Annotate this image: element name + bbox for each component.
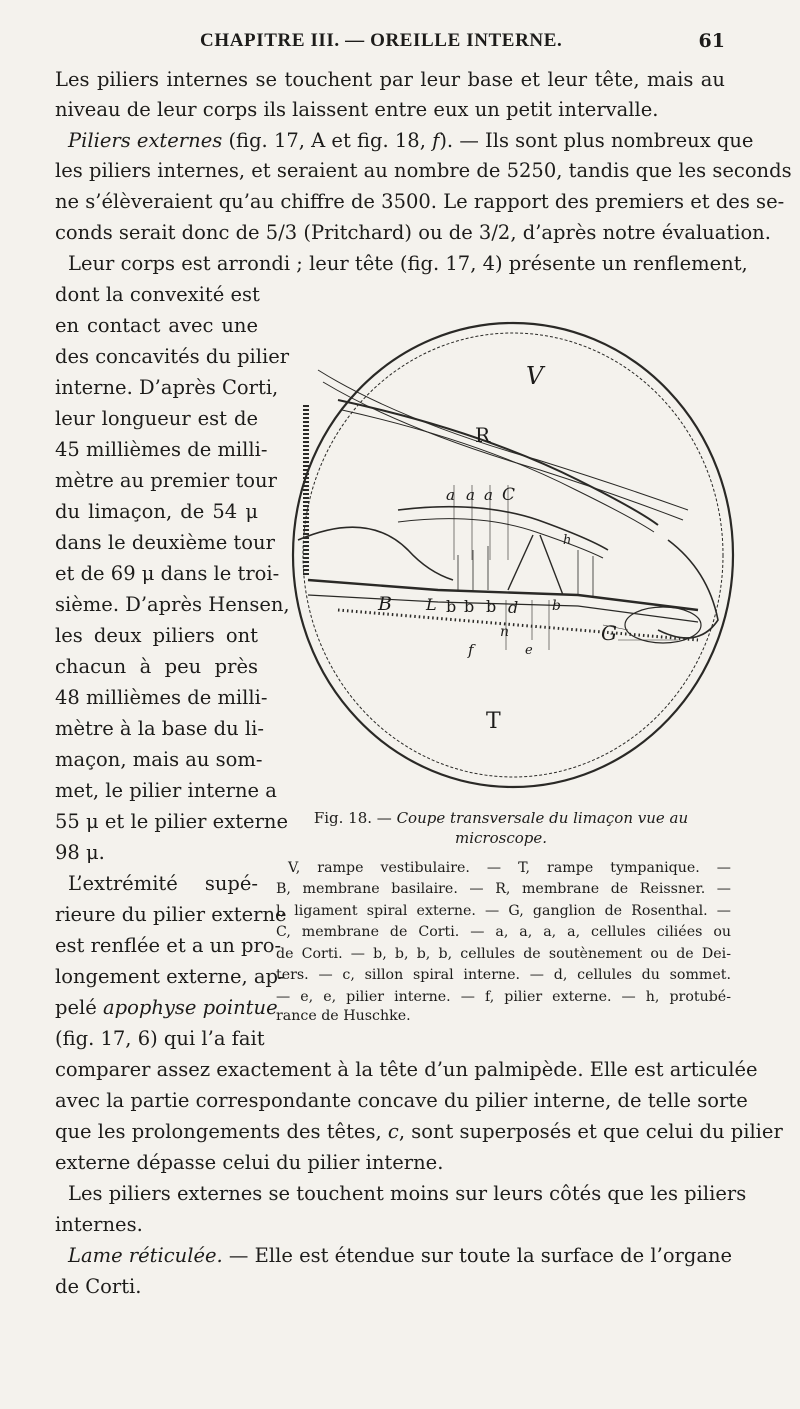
text-line: est renflée et a un pro- xyxy=(55,934,282,957)
label-d: d xyxy=(508,598,519,617)
text-line xyxy=(55,994,278,1022)
label-h: h xyxy=(563,533,572,548)
text-line: conds serait donc de 5/3 (Pritchard) ou de 3/2, d’après notre évaluation. xyxy=(55,221,771,244)
legend-line: de Corti. — b, b, b, b, cellules de soutènement ou de Dei- xyxy=(276,946,731,962)
text-fragment: , sont superposés et que celui du pilier xyxy=(398,1120,783,1143)
section-lead: Piliers externes xyxy=(68,129,223,152)
text-line: Les piliers internes se touchent par leur base et leur tête, mais au xyxy=(55,68,725,91)
text-line: les deux piliers ont xyxy=(55,624,258,647)
label-T: T xyxy=(486,709,501,734)
ganglion-rosenthal xyxy=(625,607,701,643)
running-title: CHAPITRE III. — OREILLE INTERNE. xyxy=(200,30,563,51)
text-line: mètre au premier tour xyxy=(55,469,277,492)
text-line: 98 μ. xyxy=(55,841,105,864)
legend-line: l, ligament spiral externe. — G, ganglion de Rosenthal. — xyxy=(276,903,731,919)
label-a: a xyxy=(446,486,455,504)
text-line: dont la convexité est xyxy=(55,283,260,306)
text-fragment: f xyxy=(432,129,440,152)
text-line xyxy=(68,1242,733,1270)
label-b: b xyxy=(464,597,475,616)
text-line: (fig. 17, 6) qui l’a fait xyxy=(55,1027,265,1050)
spiral-sulcus xyxy=(298,527,453,580)
label-a: a xyxy=(484,486,493,504)
text-line: Leur corps est arrondi ; leur tête (fig. 17, 4) présente un renflement, xyxy=(68,252,748,275)
text-line: internes. xyxy=(55,1213,143,1236)
text-line: L’extrémité supé- xyxy=(68,872,258,895)
text-line: en contact avec une xyxy=(55,314,258,337)
text-line: met, le pilier interne a xyxy=(55,779,277,802)
section-lead: Lame réticulée. xyxy=(68,1244,223,1267)
legend-line: rance de Huschke. xyxy=(276,1008,411,1024)
text-line xyxy=(55,1118,783,1146)
cochlea-inner-wall xyxy=(303,333,723,777)
page-header xyxy=(55,30,725,58)
hair-cells xyxy=(458,546,593,598)
reissner-membrane-inner xyxy=(342,410,654,532)
cochlea-engraving xyxy=(278,310,738,790)
text-line: dans le deuxième tour xyxy=(55,531,275,554)
text-line: 45 millièmes de milli- xyxy=(55,438,268,461)
text-fragment: — Elle est étendue sur toute la surface de l’organe xyxy=(222,1244,733,1267)
label-b: b xyxy=(486,597,497,616)
basilar-membrane xyxy=(308,595,698,622)
text-line: et de 69 μ dans le troi- xyxy=(55,562,280,585)
text-fragment: c xyxy=(387,1120,399,1143)
label-R: R xyxy=(475,423,491,447)
label-G: G xyxy=(601,621,617,645)
text-fragment: que les prolongements des têtes, xyxy=(55,1120,388,1143)
page-number: 61 xyxy=(698,30,725,52)
legend-line: ters. — c, sillon spiral interne. — d, cellules du sommet. xyxy=(276,967,731,983)
text-line: niveau de leur corps ils laissent entre eux un petit intervalle. xyxy=(55,98,659,121)
text-line: longement externe, ap- xyxy=(55,965,285,988)
cochlea-figure xyxy=(278,310,738,790)
label-n: n xyxy=(500,624,510,640)
spiral-lamina xyxy=(308,580,698,610)
text-line: les piliers internes, et seraient au nombre de 5250, tandis que les seconds xyxy=(55,159,792,182)
label-b: b xyxy=(446,597,457,616)
text-line: externe dépasse celui du pilier interne. xyxy=(55,1151,444,1174)
text-fragment: apophyse pointue xyxy=(103,996,278,1019)
text-fragment: ). — Ils sont plus nombreux que xyxy=(439,129,754,152)
legend-line: — e, e, pilier interne. — f, pilier externe. — h, protubé- xyxy=(276,989,731,1005)
text-line: des concavités du pilier xyxy=(55,345,290,368)
text-line: de Corti. xyxy=(55,1275,142,1298)
text-line xyxy=(68,127,754,155)
label-l: L xyxy=(426,595,437,614)
text-line: sième. D’après Hensen, xyxy=(55,593,290,616)
label-B: B xyxy=(378,593,392,615)
text-fragment: pelé xyxy=(55,996,103,1019)
label-f: f xyxy=(468,641,474,659)
reissner-membrane xyxy=(338,400,658,525)
text-line: mètre à la base du li- xyxy=(55,717,264,740)
caption-text: Coupe transversale du limaçon vue au xyxy=(396,809,689,827)
label-V: V xyxy=(526,362,544,390)
text-fragment: (fig. 17, A et fig. 18, xyxy=(222,129,433,152)
label-C: C xyxy=(502,485,516,505)
text-line: comparer assez exactement à la tête d’un palmipède. Elle est articulée xyxy=(55,1058,758,1081)
text-line: leur longueur est de xyxy=(55,407,258,430)
figure-caption xyxy=(272,808,730,848)
label-b: b xyxy=(552,598,561,614)
label-a: a xyxy=(466,486,475,504)
text-line: chacun à peu près xyxy=(55,655,258,678)
text-line: interne. D’après Corti, xyxy=(55,376,279,399)
text-line: 48 millièmes de milli- xyxy=(55,686,268,709)
pillar-outer xyxy=(540,535,563,595)
pillar-inner xyxy=(508,535,533,590)
text-line: ne s’élèveraient qu’au chiffre de 3500. Le rapport des premiers et des se- xyxy=(55,190,785,213)
text-line: Les piliers externes se touchent moins sur leurs côtés que les piliers xyxy=(68,1182,747,1205)
tectorial-membrane xyxy=(398,507,608,550)
label-e: e xyxy=(525,643,533,658)
legend-line: C, membrane de Corti. — a, a, a, a, cellules ciliées ou xyxy=(276,924,731,940)
text-line: rieure du pilier externe xyxy=(55,903,287,926)
text-line: 55 μ et le pilier externe xyxy=(55,810,289,833)
text-line: avec la partie correspondante concave du pilier interne, de telle sorte xyxy=(55,1089,748,1112)
spiral-ligament xyxy=(658,540,718,638)
text-line: du limaçon, de 54 μ xyxy=(55,500,258,523)
text-line: maçon, mais au som- xyxy=(55,748,263,771)
legend-line: B, membrane basilaire. — R, membrane de Reissner. — xyxy=(276,881,731,897)
legend-line: V, rampe vestibulaire. — T, rampe tympanique. — xyxy=(288,860,731,876)
caption-label: Fig. 18. — xyxy=(313,809,397,827)
caption-text: microscope. xyxy=(455,829,547,847)
